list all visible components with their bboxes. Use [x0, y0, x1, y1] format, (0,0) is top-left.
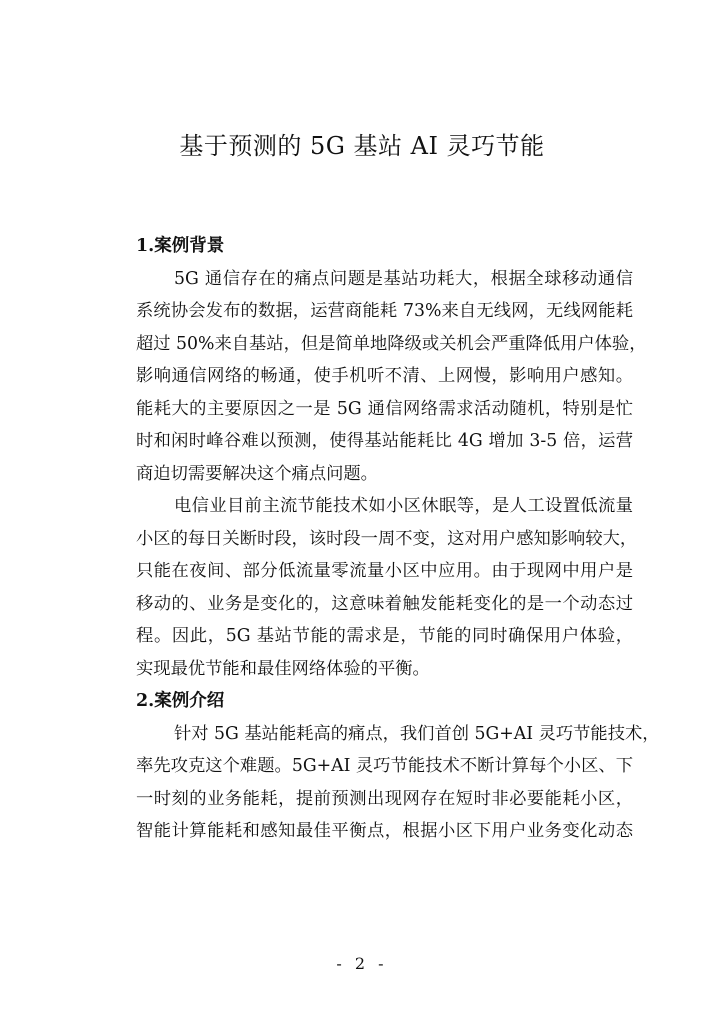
text-line: 超过 50%来自基站，但是简单地降级或关机会严重降低用户体验， — [136, 333, 647, 354]
paragraph — [98, 490, 638, 685]
text-line: 商迫切需要解决这个痛点问题。 — [136, 463, 378, 484]
paragraph — [98, 263, 647, 491]
text-line: 移动的、业务是变化的，这意味着触发能耗变化的是一个动态过 — [136, 593, 633, 614]
section-heading-background: 1.案例背景 — [136, 236, 225, 256]
paragraph — [98, 718, 660, 848]
text-line: 一时刻的业务能耗，提前预测出现网存在短时非必要能耗小区， — [136, 788, 633, 809]
text-line: 智能计算能耗和感知最佳平衡点，根据小区下用户业务变化动态 — [136, 821, 633, 841]
text-line: 时和闲时峰谷难以预测，使得基站能耗比 4G 增加 3-5 倍，运营 — [136, 431, 633, 451]
text-line: 程。因此，5G 基站节能的需求是，节能的同时确保用户体验， — [136, 626, 633, 646]
document-body — [98, 230, 660, 848]
text-line: 系统协会发布的数据，运营商能耗 73%来自无线网，无线网能耗 — [136, 301, 633, 321]
text-line: 5G 通信存在的痛点问题是基站功耗大，根据全球移动通信 — [174, 268, 633, 289]
text-line: 小区的每日关断时段，该时段一周不变，这对用户感知影响较大， — [136, 528, 638, 549]
text-line: 影响通信网络的畅通，使手机听不清、上网慢，影响用户感知。 — [136, 366, 633, 386]
text-line: 针对 5G 基站能耗高的痛点，我们首创 5G+AI 灵巧节能技术， — [174, 723, 660, 744]
text-line: 实现最优节能和最佳网络体验的平衡。 — [136, 658, 430, 679]
page-number: - 2 - — [336, 954, 388, 973]
text-line: 电信业目前主流节能技术如小区休眠等，是人工设置低流量 — [174, 496, 633, 516]
text-line: 能耗大的主要原因之一是 5G 通信网络需求活动随机，特别是忙 — [136, 398, 633, 419]
text-line: 只能在夜间、部分低流量零流量小区中应用。由于现网中用户是 — [136, 561, 633, 581]
section-heading-introduction: 2.案例介绍 — [136, 691, 225, 711]
text-line: 率先攻克这个难题。5G+AI 灵巧节能技术不断计算每个小区、下 — [136, 756, 633, 776]
page-title: 基于预测的 5G 基站 AI 灵巧节能 — [179, 132, 545, 160]
